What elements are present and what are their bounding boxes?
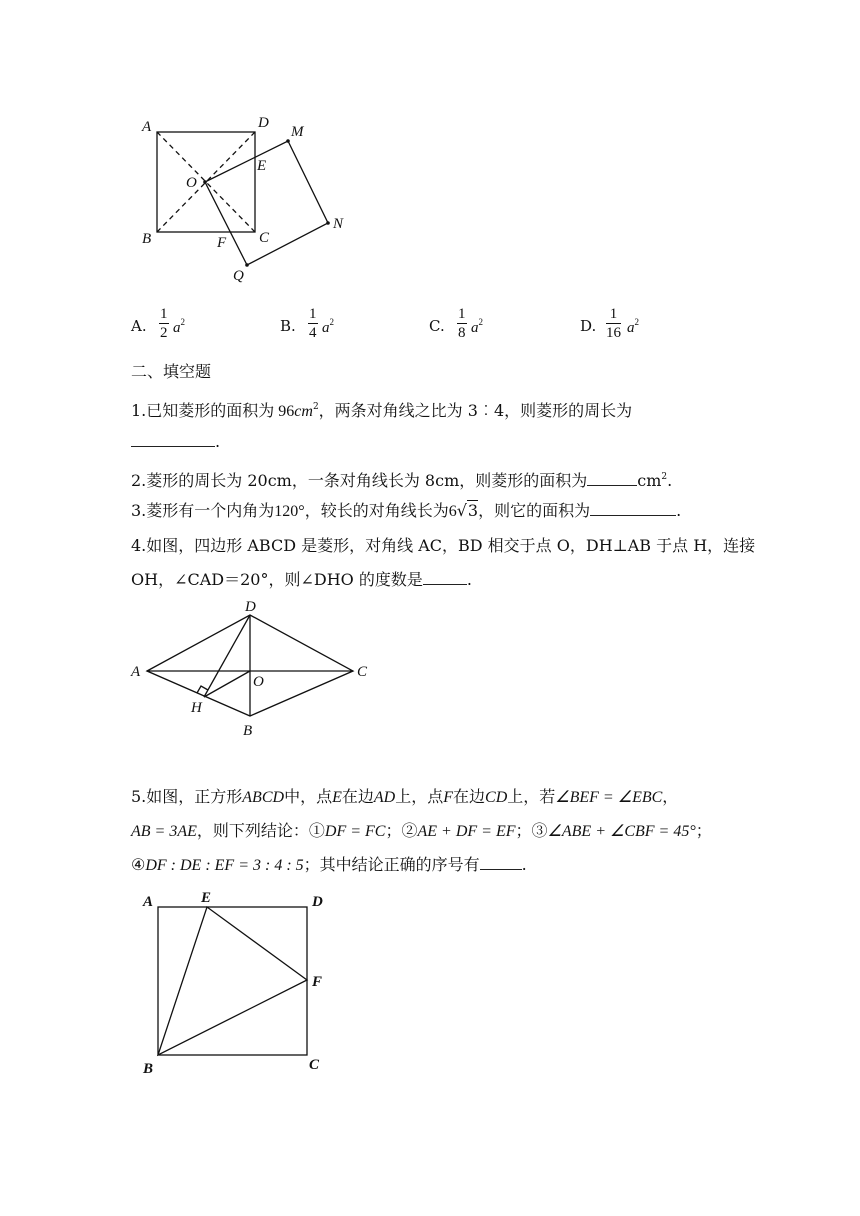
answer-blank-2[interactable] bbox=[587, 471, 637, 486]
option-d-var: $a^2$ bbox=[627, 317, 639, 336]
label-n: N bbox=[333, 216, 344, 232]
label-d: D bbox=[245, 599, 256, 615]
label-f: F bbox=[217, 235, 227, 251]
label-b: B bbox=[142, 231, 152, 247]
option-d-fraction: $\frac{1}{16}$ bbox=[606, 306, 621, 341]
option-c[interactable] bbox=[429, 306, 529, 350]
question-1: 1.已知菱形的面积为 $96cm^2$，两条对角线之比为 3︰4，则菱形的周长为 bbox=[131, 401, 633, 420]
option-a-var: $a^2$ bbox=[173, 317, 185, 336]
label-a: A bbox=[143, 894, 154, 910]
question-5-line-2: AB = 3AE，则下列结论：①DF = FC；②AE + DF = EF；③∠ABE + ∠CBF = 45°； bbox=[131, 821, 712, 840]
option-b-fraction: $\frac{1}{4}$ bbox=[309, 306, 317, 341]
option-b-var: $a^2$ bbox=[322, 317, 334, 336]
label-e: E bbox=[201, 890, 212, 906]
square-abcd bbox=[158, 907, 307, 1055]
answer-blank-5[interactable] bbox=[480, 855, 522, 870]
question-4-line-1: 4.如图，四边形 ABCD 是菱形，对角线 AC，BD 相交于点 O，DH⊥AB 于点 H，连接 bbox=[131, 536, 756, 555]
label-b: B bbox=[243, 723, 253, 739]
option-c-fraction: $\frac{1}{8}$ bbox=[458, 306, 466, 341]
option-d-letter: D. bbox=[580, 317, 597, 335]
option-a-fraction: $\frac{1}{2}$ bbox=[160, 306, 168, 341]
label-o: O bbox=[186, 175, 197, 191]
label-h: H bbox=[191, 700, 202, 716]
label-f: F bbox=[312, 974, 323, 990]
option-c-letter: C. bbox=[429, 317, 445, 335]
question-2: 2.菱形的周长为 20cm，一条对角线长为 8cm，则菱形的面积为 $cm^2$. bbox=[131, 471, 673, 490]
question-5-line-3: ④DF : DE : EF = 3 : 4 : 5；其中结论正确的序号有 . bbox=[131, 855, 527, 874]
label-m: M bbox=[291, 124, 304, 140]
option-a-letter: A. bbox=[131, 317, 147, 335]
figure-rhombus bbox=[125, 595, 375, 745]
label-q: Q bbox=[233, 268, 244, 284]
answer-blank-4[interactable] bbox=[423, 570, 467, 585]
option-b-letter: B. bbox=[280, 317, 296, 335]
question-3: 3.菱形有一个内角为120°，较长的对角线长为6√3，则它的面积为 . bbox=[131, 501, 682, 520]
option-d[interactable] bbox=[580, 306, 680, 350]
label-e: E bbox=[257, 158, 267, 174]
figure-square-triangle bbox=[135, 885, 340, 1080]
question-4-line-2: OH，∠CAD＝20°，则∠DHO 的度数是 . bbox=[131, 570, 472, 589]
option-a[interactable] bbox=[131, 306, 231, 350]
label-b: B bbox=[143, 1061, 154, 1077]
label-c: C bbox=[259, 230, 270, 246]
answer-blank-3[interactable] bbox=[590, 501, 676, 516]
section-heading: 二、填空题 bbox=[131, 362, 212, 381]
label-o: O bbox=[253, 674, 264, 690]
label-d: D bbox=[312, 894, 323, 910]
option-c-var: $a^2$ bbox=[471, 317, 483, 336]
question-5-line-1: 5.如图，正方形ABCD中，点E在边AD上，点F在边CD上，若∠BEF = ∠EBC， bbox=[131, 787, 679, 806]
label-a: A bbox=[131, 664, 141, 680]
answer-blank-1[interactable] bbox=[131, 432, 215, 447]
label-c: C bbox=[357, 664, 368, 680]
label-c: C bbox=[309, 1057, 320, 1073]
option-b[interactable] bbox=[280, 306, 380, 350]
triangle-bef bbox=[158, 907, 307, 1055]
question-1-answer-line: . bbox=[131, 431, 220, 453]
label-a: A bbox=[142, 119, 152, 135]
figure-square-rotated bbox=[130, 112, 360, 287]
label-d: D bbox=[258, 115, 269, 131]
